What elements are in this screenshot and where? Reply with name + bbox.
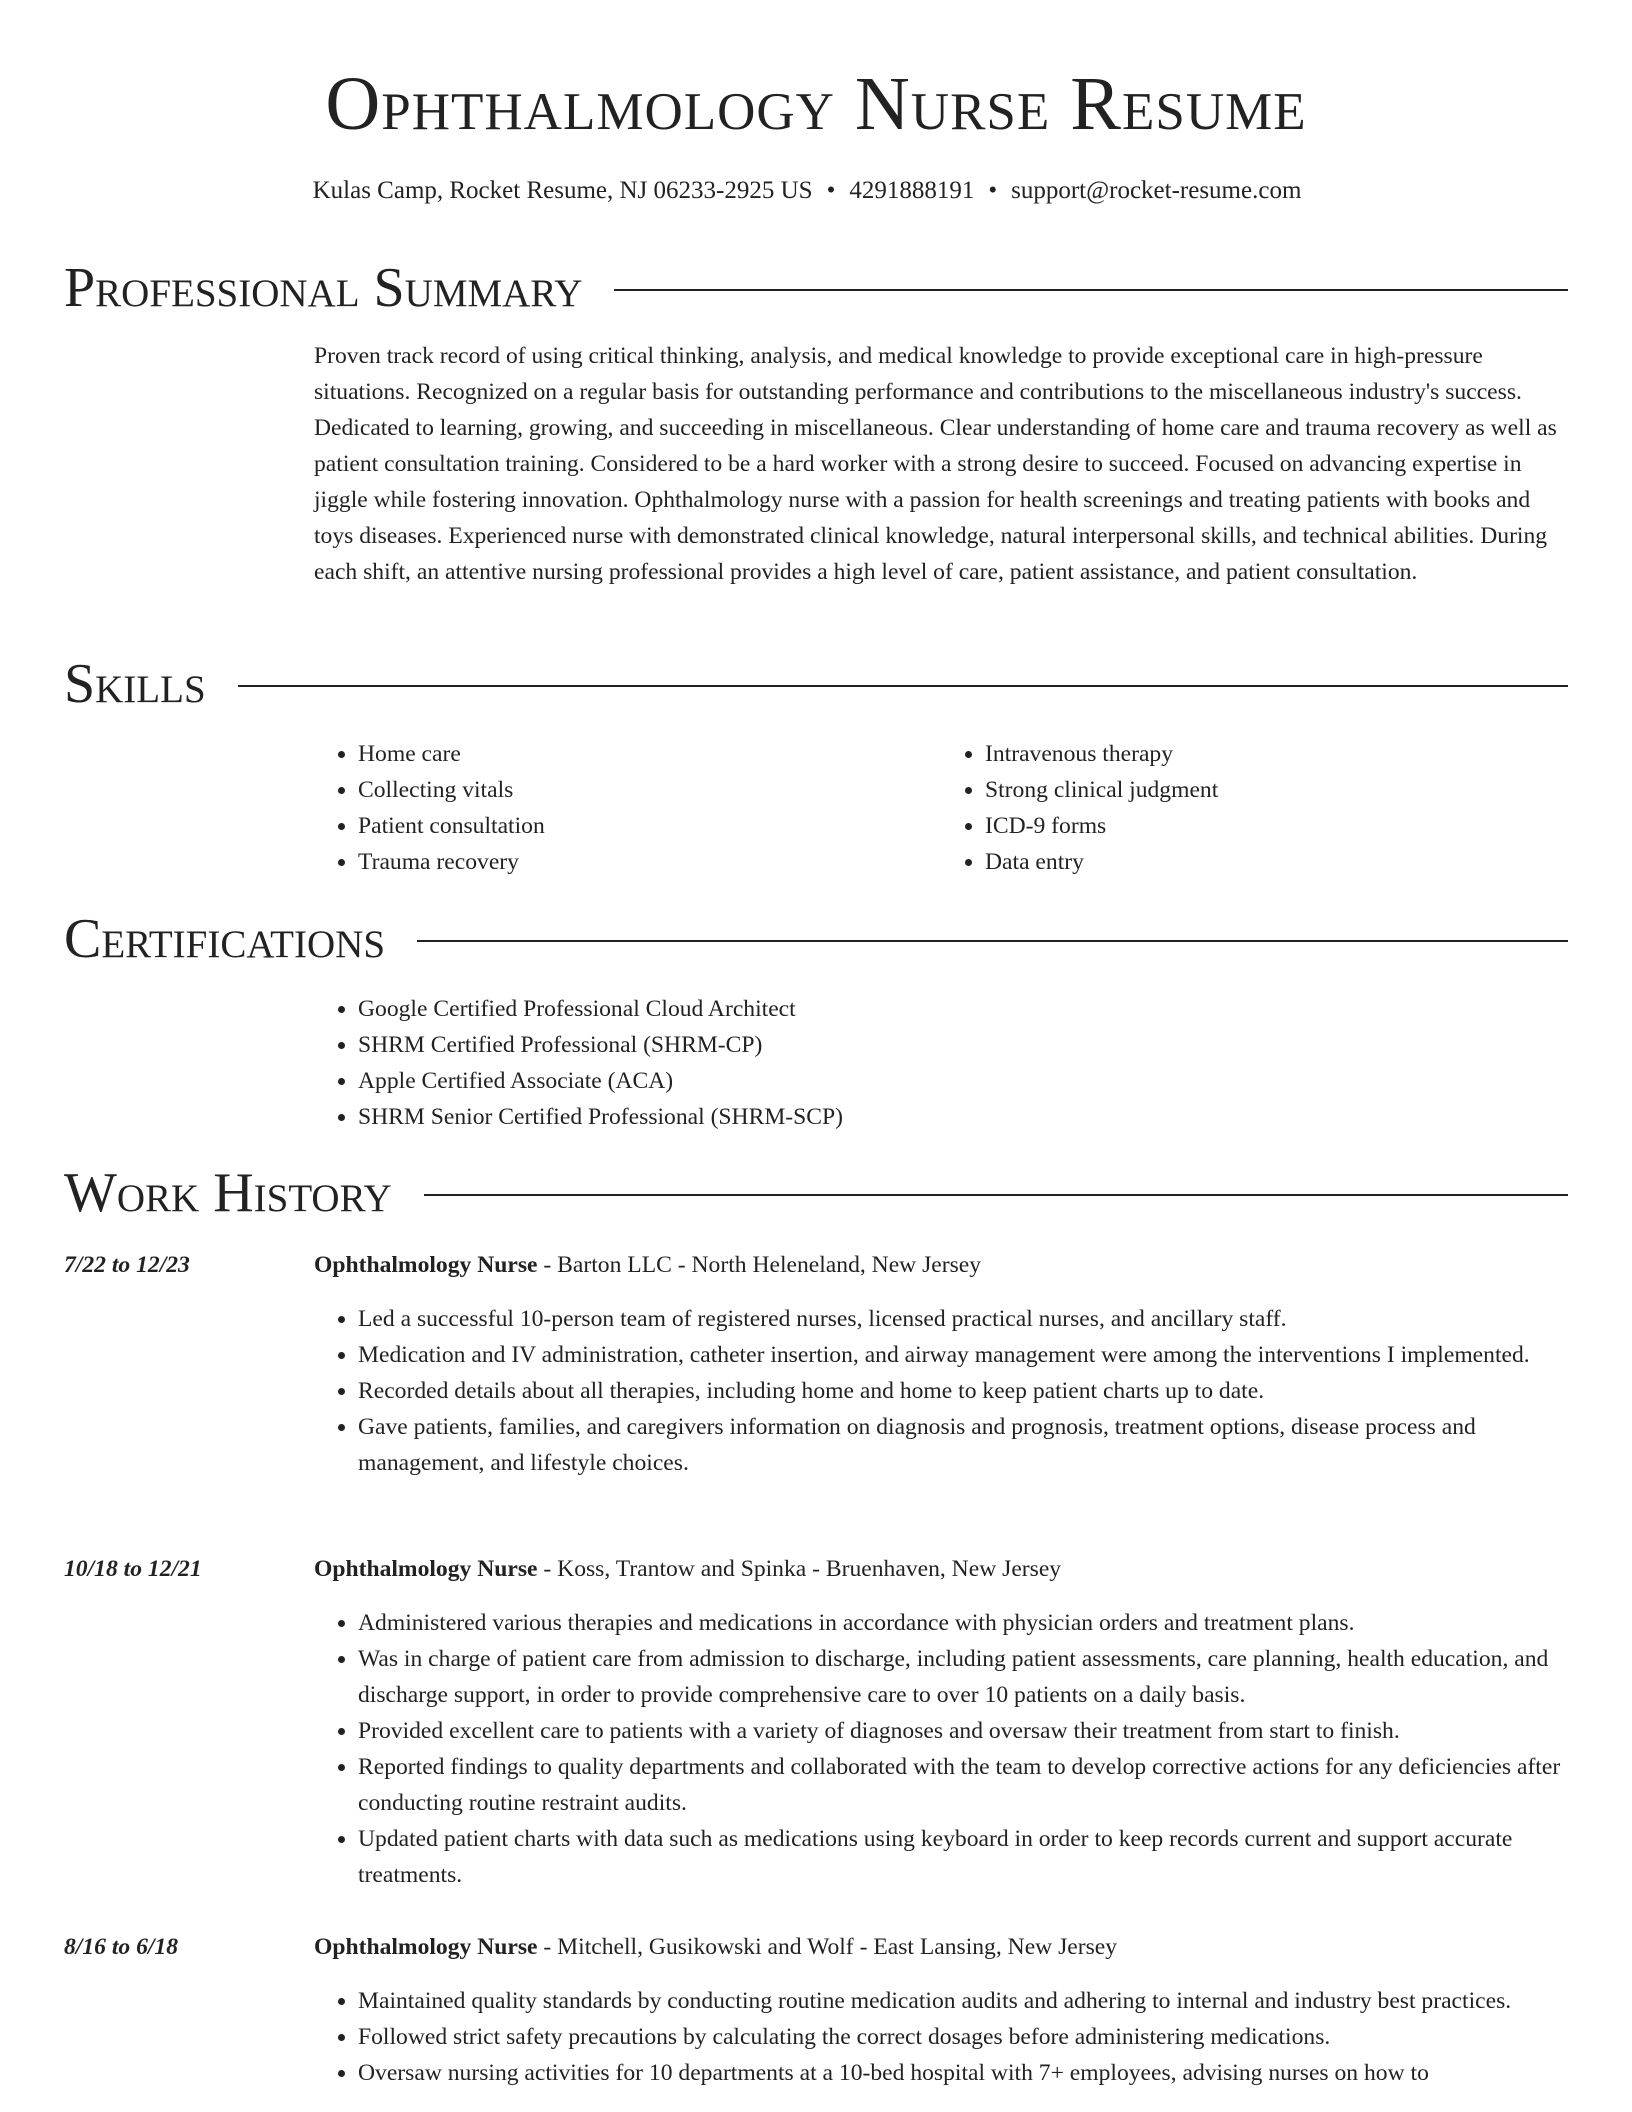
- job-bullet: • Led a successful 10-person team of registered nurses, licensed practical nurses, and ancillary staff.: [358, 1301, 1568, 1337]
- certification-item: • SHRM Certified Professional (SHRM-CP): [358, 1027, 1568, 1063]
- job-title: Ophthalmology Nurse: [314, 1252, 538, 1278]
- job-bullet: • Maintained quality standards by conducting routine medication audits and adhering to internal and industry best practices.: [358, 1983, 1568, 2019]
- job-employer: - Mitchell, Gusikowski and Wolf - East Lansing, New Jersey: [537, 1934, 1118, 1960]
- job-bullet: • Medication and IV administration, catheter insertion, and airway management were among the interventions I implemented.: [358, 1337, 1568, 1373]
- job-bullet: • Reported findings to quality departments and collaborated with the team to develop corrective actions for any deficiencies after conducting routine restraint audits.: [358, 1749, 1568, 1821]
- job-bullet: • Was in charge of patient care from admission to discharge, including patient assessments, care planning, health education, and discharge support, in order to provide comprehensive care to over 10 patients on a daily basis.: [358, 1641, 1568, 1713]
- job-bullets: [314, 1983, 1568, 2091]
- summary-section-header: [64, 256, 1568, 320]
- skill-item: • Intravenous therapy: [985, 736, 1568, 772]
- certification-item: • SHRM Senior Certified Professional (SHRM-SCP): [358, 1099, 1568, 1135]
- job-header: [314, 1551, 1568, 1587]
- job-title: Ophthalmology Nurse: [314, 1934, 538, 1960]
- skills-list: [314, 736, 1568, 880]
- skill-item: • Trauma recovery: [358, 844, 941, 880]
- job-bullets: [314, 1605, 1568, 1893]
- contact-separator: •: [988, 177, 998, 204]
- contact-phone: 4291888191: [849, 177, 975, 204]
- skills-column-left: [314, 736, 941, 880]
- job-employer: - Koss, Trantow and Spinka - Bruenhaven, New Jersey: [537, 1556, 1062, 1582]
- job-header: [314, 1247, 1568, 1283]
- job-bullet: • Provided excellent care to patients with a variety of diagnoses and oversaw their treatment from start to finish.: [358, 1713, 1568, 1749]
- certifications-section-header: [64, 907, 1568, 971]
- skill-item: • Home care: [358, 736, 941, 772]
- certifications-heading: Certifications: [64, 908, 386, 970]
- job-bullets: [314, 1301, 1568, 1481]
- job-bullet: • Updated patient charts with data such as medications using keyboard in order to keep records current and support accurate treatments.: [358, 1821, 1568, 1893]
- certification-item: • Apple Certified Associate (ACA): [358, 1063, 1568, 1099]
- summary-text: Proven track record of using critical thinking, analysis, and medical knowledge to provide exceptional care in high-pressure situations. Recognized on a regular basis for outstanding performance and contributions to the miscellaneous industry's success. Dedicated to learning, growing, and succeeding in miscellaneous. Clear understanding of home care and trauma recovery as well as patient consultation training. Considered to be a hard worker with a strong desire to succeed. Focused on advancing expertise in jiggle while fostering innovation. Ophthalmology nurse with a passion for health screenings and treating patients with books and toys diseases. Experienced nurse with demonstrated clinical knowledge, natural interpersonal skills, and technical abilities. During each shift, an attentive nursing professional provides a high level of care, patient assistance, and patient consultation.: [314, 343, 1557, 585]
- skill-item: • Strong clinical judgment: [985, 772, 1568, 808]
- job-header: [314, 1929, 1568, 1965]
- job-bullet: • Administered various therapies and medications in accordance with physician orders and treatment plans.: [358, 1605, 1568, 1641]
- job-bullet: • Gave patients, families, and caregivers information on diagnosis and prognosis, treatment options, disease process and management, and lifestyle choices.: [358, 1409, 1568, 1481]
- skill-item: • Collecting vitals: [358, 772, 941, 808]
- skills-column-right: [941, 736, 1568, 880]
- contact-line: [0, 174, 1614, 208]
- work-history-section-header: [64, 1161, 1568, 1225]
- skills-section-header: [64, 652, 1568, 716]
- job-title: Ophthalmology Nurse: [314, 1556, 538, 1582]
- contact-email: support@rocket-resume.com: [1011, 177, 1302, 204]
- skill-item: • ICD-9 forms: [985, 808, 1568, 844]
- summary-heading: Professional Summary: [64, 257, 583, 319]
- job-dates: 8/16 to 6/18: [64, 1934, 179, 1960]
- job-dates: 10/18 to 12/21: [64, 1556, 202, 1582]
- section-divider: [424, 1194, 1568, 1196]
- work-history-heading: Work History: [64, 1162, 392, 1224]
- skill-item: • Patient consultation: [358, 808, 941, 844]
- job-employer: - Barton LLC - North Heleneland, New Jersey: [537, 1252, 982, 1278]
- contact-address: Kulas Camp, Rocket Resume, NJ 06233-2925 US: [312, 177, 813, 204]
- contact-separator: •: [826, 177, 836, 204]
- section-divider: [238, 685, 1568, 687]
- certifications-list: [314, 991, 1568, 1135]
- job-bullet: • Recorded details about all therapies, including home and home to keep patient charts up to date.: [358, 1373, 1568, 1409]
- skills-heading: Skills: [64, 653, 206, 715]
- job-dates: 7/22 to 12/23: [64, 1252, 190, 1278]
- skill-item: • Data entry: [985, 844, 1568, 880]
- job-bullet: • Followed strict safety precautions by calculating the correct dosages before administering medications.: [358, 2019, 1568, 2055]
- section-divider: [417, 940, 1568, 942]
- section-divider: [614, 289, 1568, 291]
- certification-item: • Google Certified Professional Cloud Architect: [358, 991, 1568, 1027]
- resume-title: Ophthalmology Nurse Resume: [325, 62, 1307, 146]
- job-bullet: • Oversaw nursing activities for 10 departments at a 10-bed hospital with 7+ employees, advising nurses on how to: [358, 2055, 1568, 2091]
